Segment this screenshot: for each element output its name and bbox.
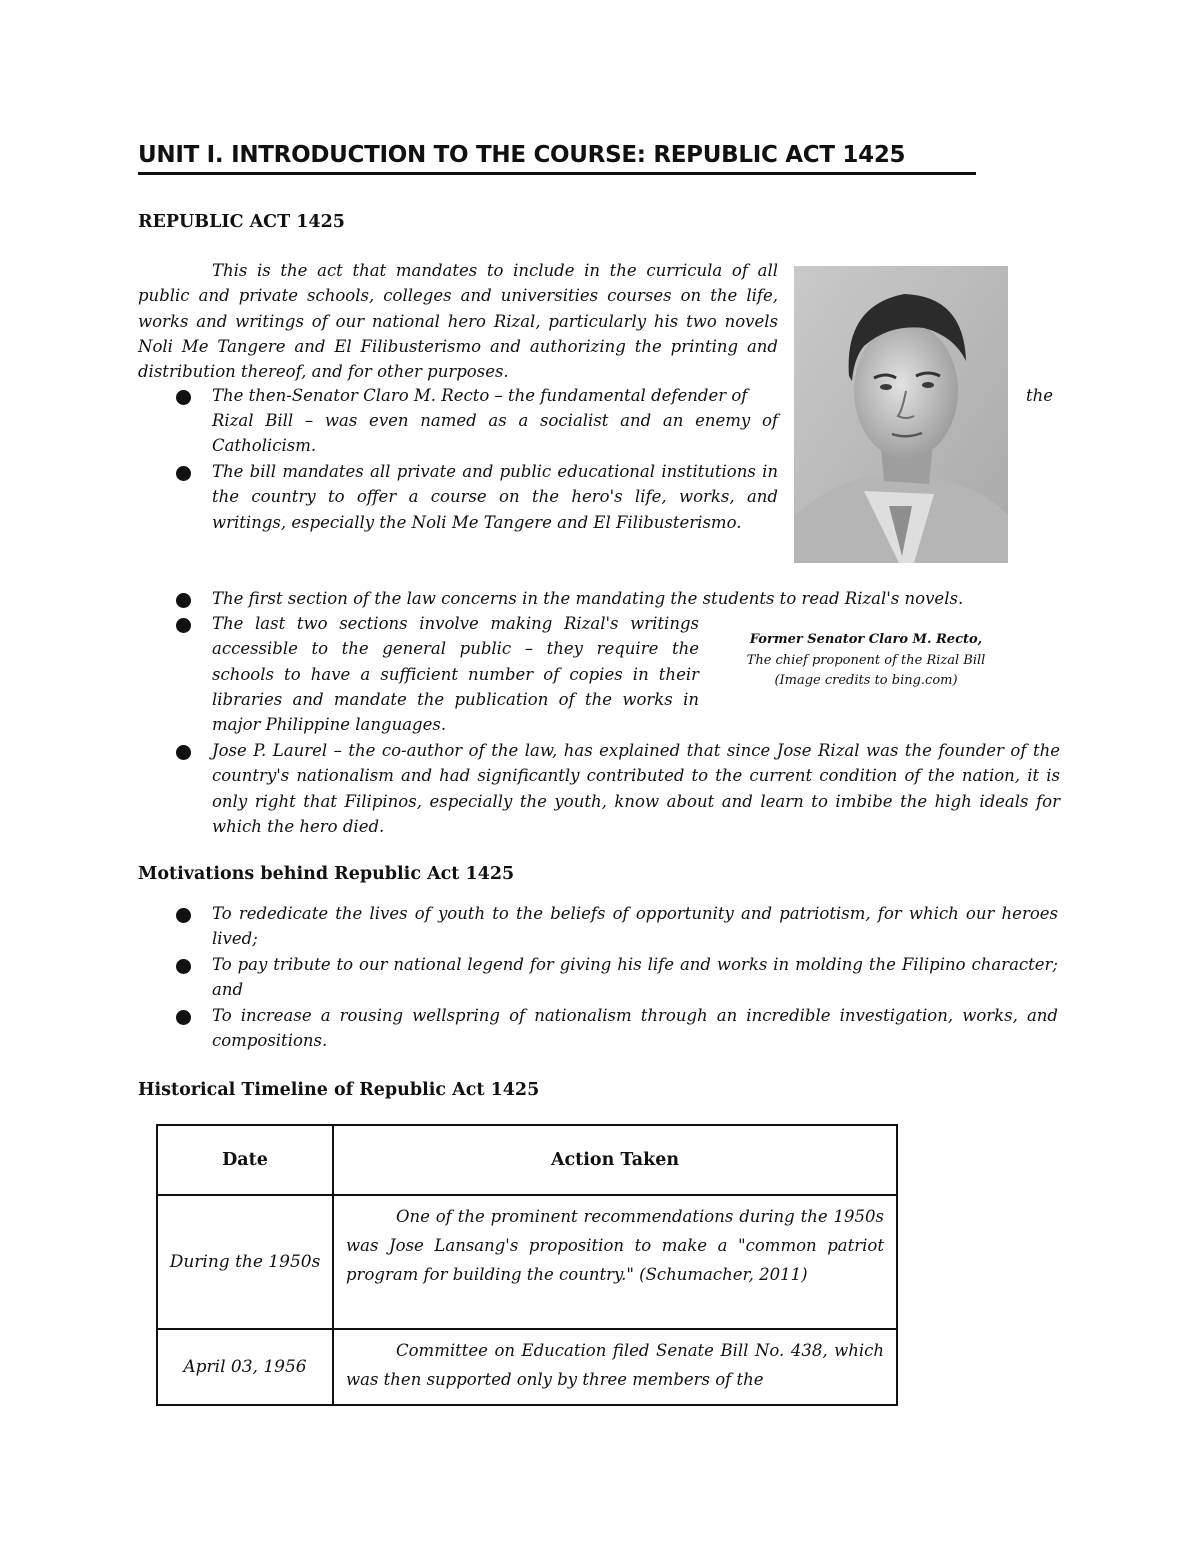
- bullet2-text: The bill mandates all private and public educational institutions in the country to offer a course on the hero's life, works, and writings, especially the Noli Me Tangere and El Filibusterismo.: [212, 462, 778, 532]
- bullet-icon: [176, 1010, 191, 1025]
- bullet1-continuation: Rizal Bill – was even named as a socialist and an enemy of Catholicism.: [212, 411, 778, 456]
- photo-caption: [726, 630, 1006, 692]
- bullet1-tail: the: [1026, 386, 1054, 405]
- claro-recto-portrait: [794, 266, 1008, 563]
- bullet1-text: The then-Senator Claro M. Recto – the fundamental defender of: [212, 386, 748, 405]
- motivation-item-3: To increase a rousing wellspring of nationalism through an incredible investigation, works, and compositions.: [212, 1006, 1058, 1051]
- caption-line-1: Former Senator Claro M. Recto,: [749, 632, 983, 647]
- intro-paragraph: This is the act that mandates to include in the curricula of all public and private schools, colleges and universities courses on the life, works and writings of our national hero Rizal, particularly his two novels Noli Me Tangere and El Filibusterismo and authorizing the printing and distribution thereof, and for other purposes.: [138, 261, 778, 382]
- caption-line-2: The chief proponent of the Rizal Bill: [746, 652, 986, 668]
- bullet-icon: [176, 593, 191, 608]
- bullet-icon: [176, 618, 191, 633]
- section-heading-timeline: Historical Timeline of Republic Act 1425: [138, 1080, 540, 1100]
- row-action: Committee on Education filed Senate Bill No. 438, which was then supported only by three members of the: [333, 1329, 897, 1405]
- row-action: One of the prominent recommendations during the 1950s was Jose Lansang's proposition to make a "common patriot program for building the country." (Schumacher, 2011): [333, 1195, 897, 1329]
- bullet5-text: Jose P. Laurel – the co-author of the law, has explained that since Jose Rizal was the founder of the country's nationalism and had significantly contributed to the current condition of the nation, it is only right that Filipinos, especially the youth, know about and learn to imbibe the high ideals for which the hero died.: [212, 741, 1060, 836]
- section-heading-motivations: Motivations behind Republic Act 1425: [138, 864, 515, 884]
- bullet-icon: [176, 745, 191, 760]
- column-header-action: Action Taken: [333, 1125, 897, 1195]
- section-heading-republic-act: REPUBLIC ACT 1425: [138, 212, 345, 232]
- caption-line-3: (Image credits to bing.com): [774, 673, 958, 688]
- bullet-icon: [176, 390, 191, 405]
- table-header-row: [157, 1125, 897, 1195]
- bullet-icon: [176, 466, 191, 481]
- row-date: During the 1950s: [157, 1195, 333, 1329]
- table-row: [157, 1195, 897, 1329]
- title-underline: [138, 172, 976, 175]
- table-row: [157, 1329, 897, 1405]
- bullet-icon: [176, 959, 191, 974]
- motivation-item-1: To rededicate the lives of youth to the beliefs of opportunity and patriotism, for which our heroes lived;: [212, 904, 1058, 949]
- bullet4-text: The last two sections involve making Rizal's writings accessible to the general public – they require the schools to have a sufficient number of copies in their libraries and mandate the publication of the works in major Philippine languages.: [212, 614, 699, 735]
- unit-title: UNIT I. INTRODUCTION TO THE COURSE: REPUBLIC ACT 1425: [138, 142, 906, 168]
- bullet-icon: [176, 908, 191, 923]
- row-date: April 03, 1956: [157, 1329, 333, 1405]
- timeline-table: [156, 1124, 898, 1406]
- column-header-date: Date: [157, 1125, 333, 1195]
- motivation-item-2: To pay tribute to our national legend for giving his life and works in molding the Filipino character; and: [212, 955, 1058, 1000]
- bullet3-text: The first section of the law concerns in the mandating the students to read Rizal's novels.: [212, 589, 964, 608]
